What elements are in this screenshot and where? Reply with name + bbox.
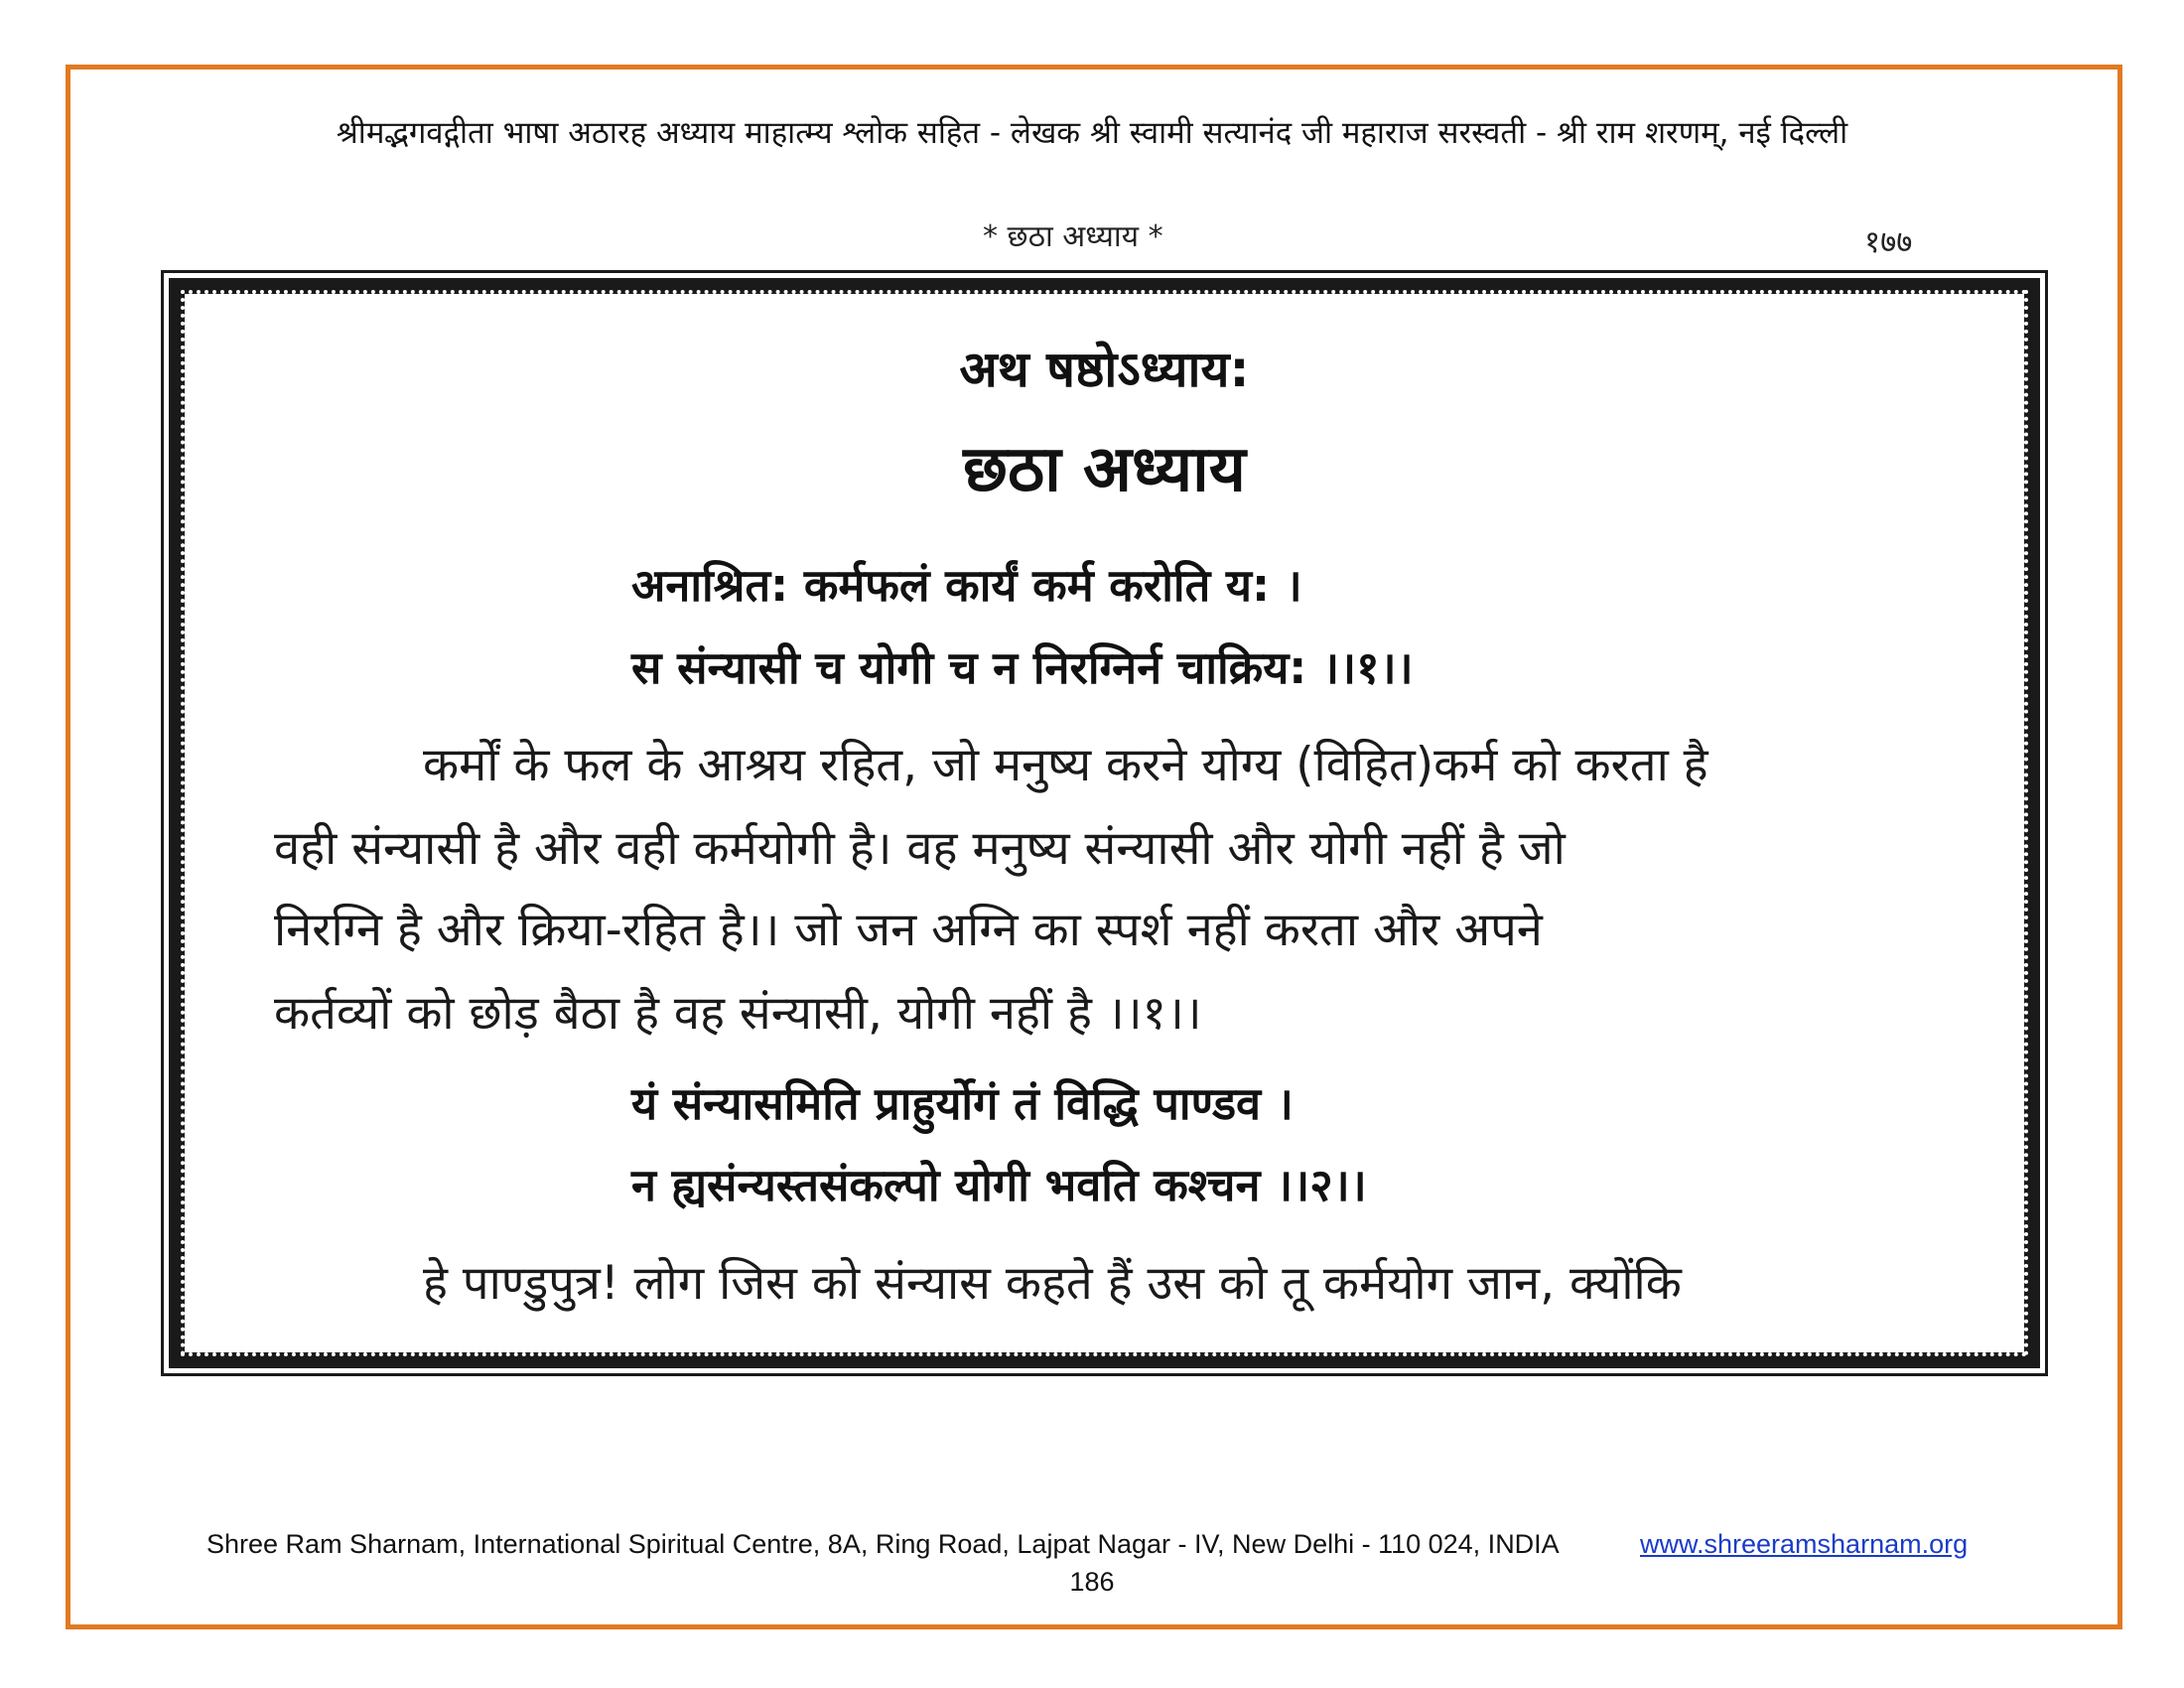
website-link[interactable]: www.shreeramsharnam.org <box>1640 1529 1969 1559</box>
verse-line: स संन्यासी च योगी च न निरग्निर्न चाक्रिय: ।।१।। <box>631 641 1414 694</box>
scanned-page-number: १७७ <box>1864 224 1913 260</box>
chapter-title-hindi: छठा अध्याय <box>963 433 1246 506</box>
footer-address: Shree Ram Sharnam, International Spiritual Centre, 8A, Ring Road, Lajpat Nagar - IV, New Delhi - 110 024, INDIA <box>206 1529 1560 1559</box>
prose-line: निरग्नि है और क्रिया-रहित है।। जो जन अग्नि का स्पर्श नहीं करता और अपने <box>274 903 1543 957</box>
page-number: 186 <box>1069 1567 1115 1597</box>
chapter-tag: * छठा अध्याय * <box>983 219 1163 254</box>
verse-line: अनाश्रित: कर्मफलं कार्यं कर्म करोति य: । <box>631 559 1302 612</box>
prose-line: हे पाण्डुपुत्र! लोग जिस को संन्यास कहते हैं उस को तू कर्मयोग जान, क्योंकि <box>423 1256 1682 1311</box>
scanned-page-box <box>169 278 2040 1368</box>
prose-line: कर्मों के फल के आश्रय रहित, जो मनुष्य करने योग्य (विहित)कर्म को करता है <box>423 738 1708 792</box>
verse-line: यं संन्यासमिति प्राहुर्योगं तं विद्धि पाण्डव । <box>631 1077 1294 1130</box>
chapter-title-sanskrit: अथ षष्ठोऽध्याय: <box>959 341 1250 398</box>
prose-line: वही संन्यासी है और वही कर्मयोगी है। वह मनुष्य संन्यासी और योगी नहीं है जो <box>274 821 1566 876</box>
verse-line: न ह्यसंन्यस्तसंकल्पो योगी भवति कश्चन ।।२।। <box>631 1159 1367 1211</box>
prose-line: कर्तव्यों को छोड़ बैठा है वह संन्यासी, योगी नहीं है ।।१।। <box>274 986 1202 1041</box>
document-header: श्रीमद्भगवद्गीता भाषा अठारह अध्याय माहात्म्य श्लोक सहित - लेखक श्री स्वामी सत्यानंद जी महाराज सरस्वती - श्री राम शरणम्, नई दिल्ली <box>336 115 1848 151</box>
